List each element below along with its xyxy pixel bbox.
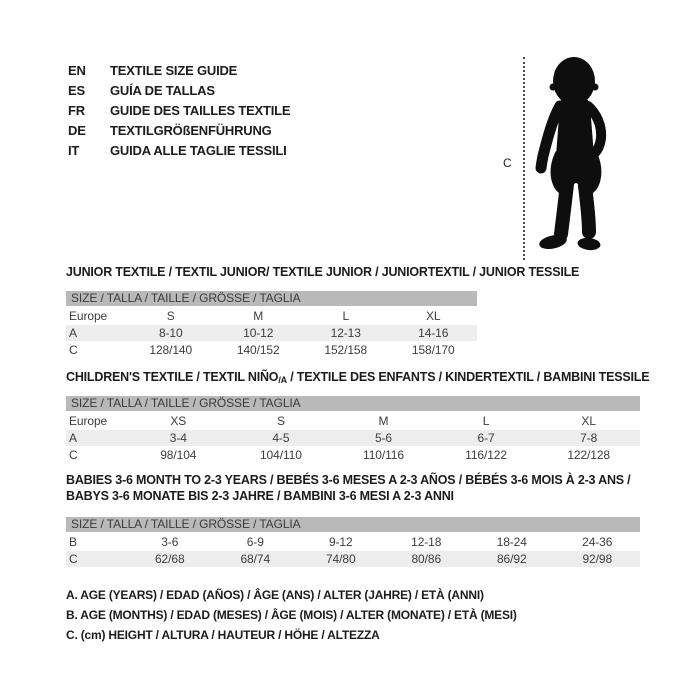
table-cell: 10-12: [243, 326, 274, 340]
size-header-bar: SIZE / TALLA / TAILLE / GRÖSSE / TAGLIA: [66, 517, 640, 532]
table-cell: 122/128: [567, 448, 611, 462]
language-label: GUÍA DE TALLAS: [110, 83, 215, 98]
table-cell: 152/158: [324, 343, 368, 357]
children-section-title: [66, 370, 649, 384]
language-code: IT: [68, 143, 80, 158]
table-cell: 18-24: [496, 535, 527, 549]
table-cell: 9-12: [328, 535, 353, 549]
language-row: [68, 101, 290, 121]
table-cell: 116/122: [465, 448, 507, 462]
table-cell: 3-4: [169, 431, 187, 445]
table-cell: 140/152: [236, 343, 280, 357]
babies-title-line1: BABIES 3-6 MONTH TO 2-3 YEARS / BEBÉS 3-6 MESES A 2-3 AÑOS / BÉBÉS 3-6 MOIS À 2-3 ANS /: [66, 473, 631, 487]
table-cell: XL: [426, 309, 441, 323]
table-cell: 128/140: [149, 343, 193, 357]
table-cell: 12-18: [411, 535, 442, 549]
row-label: B: [69, 535, 77, 549]
language-label: GUIDA ALLE TAGLIE TESSILI: [110, 143, 287, 158]
size-header-bar: SIZE / TALLA / TAILLE / GRÖSSE / TAGLIA: [66, 396, 640, 411]
children-title-subscript: /A: [278, 375, 287, 385]
table-cell: XL: [581, 414, 596, 428]
table-row: [66, 430, 640, 446]
footnote-c: C. (cm) HEIGHT / ALTURA / HAUTEUR / HÖHE / ALTEZZA: [66, 628, 380, 642]
row-label: A: [69, 326, 77, 340]
table-cell: XS: [170, 414, 187, 428]
table-cell: 7-8: [580, 431, 598, 445]
babies-section-title: [66, 472, 630, 504]
table-cell: 12-13: [330, 326, 361, 340]
language-row: [68, 81, 290, 101]
height-measure-dotted-line: [523, 57, 525, 260]
row-label: C: [69, 343, 78, 357]
table-cell: 86/92: [496, 552, 527, 566]
children-title-text: CHILDREN'S TEXTILE / TEXTIL NIÑO: [66, 370, 279, 384]
babies-title-line2: BABYS 3-6 MONATE BIS 2-3 JAHRE / BAMBINI 3-6 MESI A 2-3 ANNI: [66, 489, 454, 503]
table-row: [66, 342, 477, 358]
table-row: [66, 308, 477, 324]
junior-section-title: JUNIOR TEXTILE / TEXTIL JUNIOR/ TEXTILE JUNIOR / JUNIORTEXTIL / JUNIOR TESSILE: [66, 265, 580, 279]
language-list: [68, 61, 290, 161]
row-label: C: [69, 448, 78, 462]
row-label: A: [69, 431, 77, 445]
toddler-silhouette-icon: [529, 56, 621, 260]
table-cell: 5-6: [374, 431, 392, 445]
table-cell: S: [166, 309, 175, 323]
table-cell: 14-16: [418, 326, 449, 340]
table-cell: S: [276, 414, 285, 428]
table-cell: 68/74: [240, 552, 271, 566]
language-label: TEXTILE SIZE GUIDE: [110, 63, 238, 78]
language-code: ES: [68, 83, 85, 98]
table-body: [66, 534, 640, 567]
table-cell: 98/104: [160, 448, 197, 462]
table-cell: L: [482, 414, 490, 428]
table-row: [66, 325, 477, 341]
junior-size-table: [66, 291, 477, 359]
language-row: [68, 141, 290, 161]
language-code: FR: [68, 103, 85, 118]
footnotes: [66, 585, 517, 645]
footnote-a: A. AGE (YEARS) / EDAD (AÑOS) / ÂGE (ANS) / ALTER (JAHRE) / ETÀ (ANNI): [66, 588, 484, 602]
table-cell: M: [378, 414, 389, 428]
table-cell: 92/98: [582, 552, 613, 566]
row-label: Europe: [69, 414, 108, 428]
language-label: TEXTILGRÖßENFÜHRUNG: [110, 123, 272, 138]
table-cell: 104/110: [259, 448, 302, 462]
table-row: [66, 534, 640, 550]
language-row: [68, 121, 290, 141]
language-label: GUIDE DES TAILLES TEXTILE: [110, 103, 291, 118]
height-measure-label: C: [503, 156, 512, 170]
row-label: Europe: [69, 309, 108, 323]
footnote-b: B. AGE (MONTHS) / EDAD (MESES) / ÂGE (MOIS) / ALTER (MONATE) / ETÀ (MESI): [66, 608, 517, 622]
table-cell: 80/86: [411, 552, 442, 566]
table-cell: L: [342, 309, 350, 323]
table-body: [66, 413, 640, 463]
table-row: [66, 551, 640, 567]
table-row: [66, 447, 640, 463]
children-title-text-cont: / TEXTILE DES ENFANTS / KINDERTEXTIL / BAMBINI TESSILE: [286, 370, 650, 384]
table-row: [66, 413, 640, 429]
table-cell: M: [253, 309, 264, 323]
babies-size-table: [66, 517, 640, 568]
row-label: C: [69, 552, 78, 566]
table-cell: 3-6: [161, 535, 179, 549]
language-code: DE: [68, 123, 86, 138]
table-cell: 4-5: [272, 431, 290, 445]
children-size-table: [66, 396, 640, 464]
size-header-bar: SIZE / TALLA / TAILLE / GRÖSSE / TAGLIA: [66, 291, 477, 306]
table-cell: 6-9: [246, 535, 264, 549]
language-code: EN: [68, 63, 86, 78]
table-body: [66, 308, 477, 358]
table-cell: 24-36: [582, 535, 613, 549]
table-cell: 74/80: [325, 552, 356, 566]
language-row: [68, 61, 290, 81]
table-cell: 6-7: [477, 431, 495, 445]
table-cell: 8-10: [158, 326, 183, 340]
table-cell: 110/116: [363, 448, 404, 462]
table-cell: 158/170: [411, 343, 455, 357]
table-cell: 62/68: [154, 552, 185, 566]
